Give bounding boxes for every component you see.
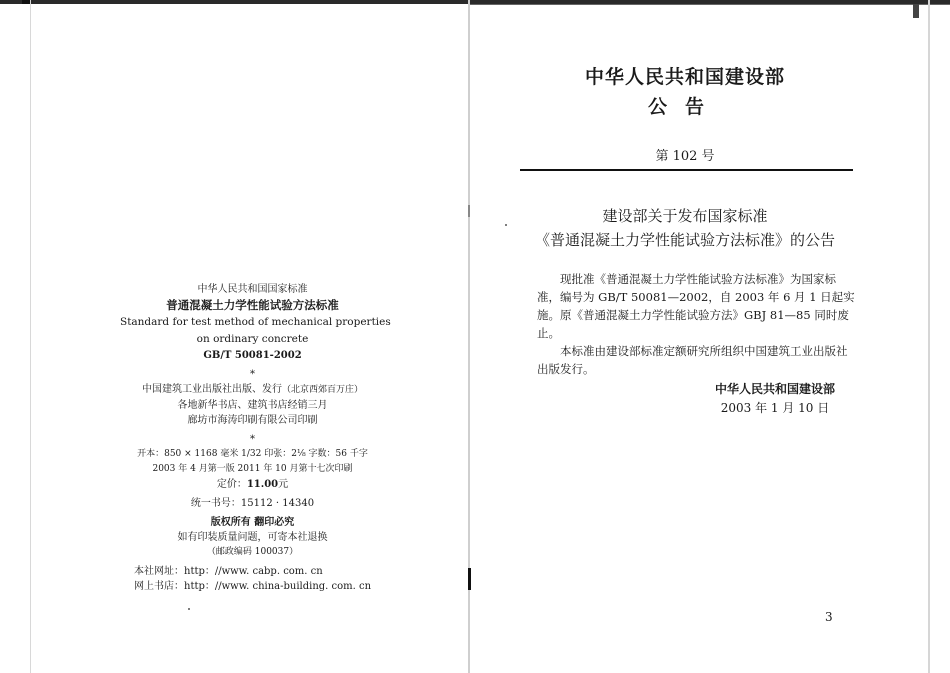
scan-speck [188,608,190,610]
print-history: 2003 年 4 月第一版 2011 年 10 月第十七次印刷 [152,464,353,474]
publisher-line [120,382,385,398]
unified-book-number: 统一书号：15112 · 14340 [190,498,315,509]
distributors: 各地新华书店、建筑书店经销三月 [177,400,328,411]
spine-mark-small [468,205,470,217]
postal-code: （邮政编码 100037） [206,547,299,557]
headline-line1: 建设部关于发布国家标准 [602,207,768,225]
announcement-body [537,270,855,378]
price-unit: 元 [278,479,289,490]
publisher-address: （北京西郊百万庄） [281,385,363,395]
separator: * [250,434,255,445]
copyright-page [120,282,391,594]
book-title-en-line2: on ordinary concrete [196,333,309,345]
announcement-number: 第 102 号 [655,149,715,164]
headline-line2: 《普通混凝土力学性能试验方法标准》的公告 [534,231,835,249]
series-title: 中华人民共和国国家标准 [197,284,308,295]
sign-date: 2003 年 1 月 10 日 [720,401,830,415]
signer: 中华人民共和国建设部 [714,382,835,396]
page-number: 3 [825,610,833,624]
printer: 廊坊市海涛印刷有限公司印刷 [187,415,318,426]
price-label: 定价： [216,479,247,490]
price [120,477,385,492]
book-title-cn: 普通混凝土力学性能试验方法标准 [166,298,339,312]
online-store: 网上书店：http：//www. china-building. com. cn [134,581,372,592]
separator: * [250,369,255,380]
book-title-en-line1: Standard for test method of mechanical properties [120,316,391,328]
scan-top-edge-shadow [470,4,950,5]
right-page-edge [928,0,930,673]
left-page-edge [30,0,31,673]
announcement-org-title: 中华人民共和国建设部 [584,66,785,88]
copyright-notice: 版权所有 翻印必究 [210,517,295,528]
left-edge-mark [22,0,30,4]
body-paragraph: 现批准《普通混凝土力学性能试验方法标准》为国家标准，编号为 GB/T 50081—2002，自 2003 年 6 月 1 日起实施。原《普通混凝土力学性能试验方法》GBJ 81—85 同时废止。 [537,272,855,340]
scan-speck [505,224,507,226]
publisher: 中国建筑工业出版社出版、发行 [141,384,282,395]
return-policy: 如有印装质量问题，可寄本社退换 [177,532,328,543]
price-value: 11.00 [246,479,279,490]
announcement-title: 公告 [647,96,722,118]
website: 本社网址：http：//www. cabp. com. cn [134,566,323,577]
print-specs: 开本：850 × 1168 毫米 1/32 印张：2⅛ 字数：56 千字 [137,449,368,459]
spine-mark [468,568,471,590]
body-paragraph: 本标准由建设部标准定额研究所组织中国建筑工业出版社出版发行。 [537,344,848,376]
standard-code: GB/T 50081-2002 [203,350,302,361]
divider [520,169,853,171]
corner-mark [913,4,919,18]
